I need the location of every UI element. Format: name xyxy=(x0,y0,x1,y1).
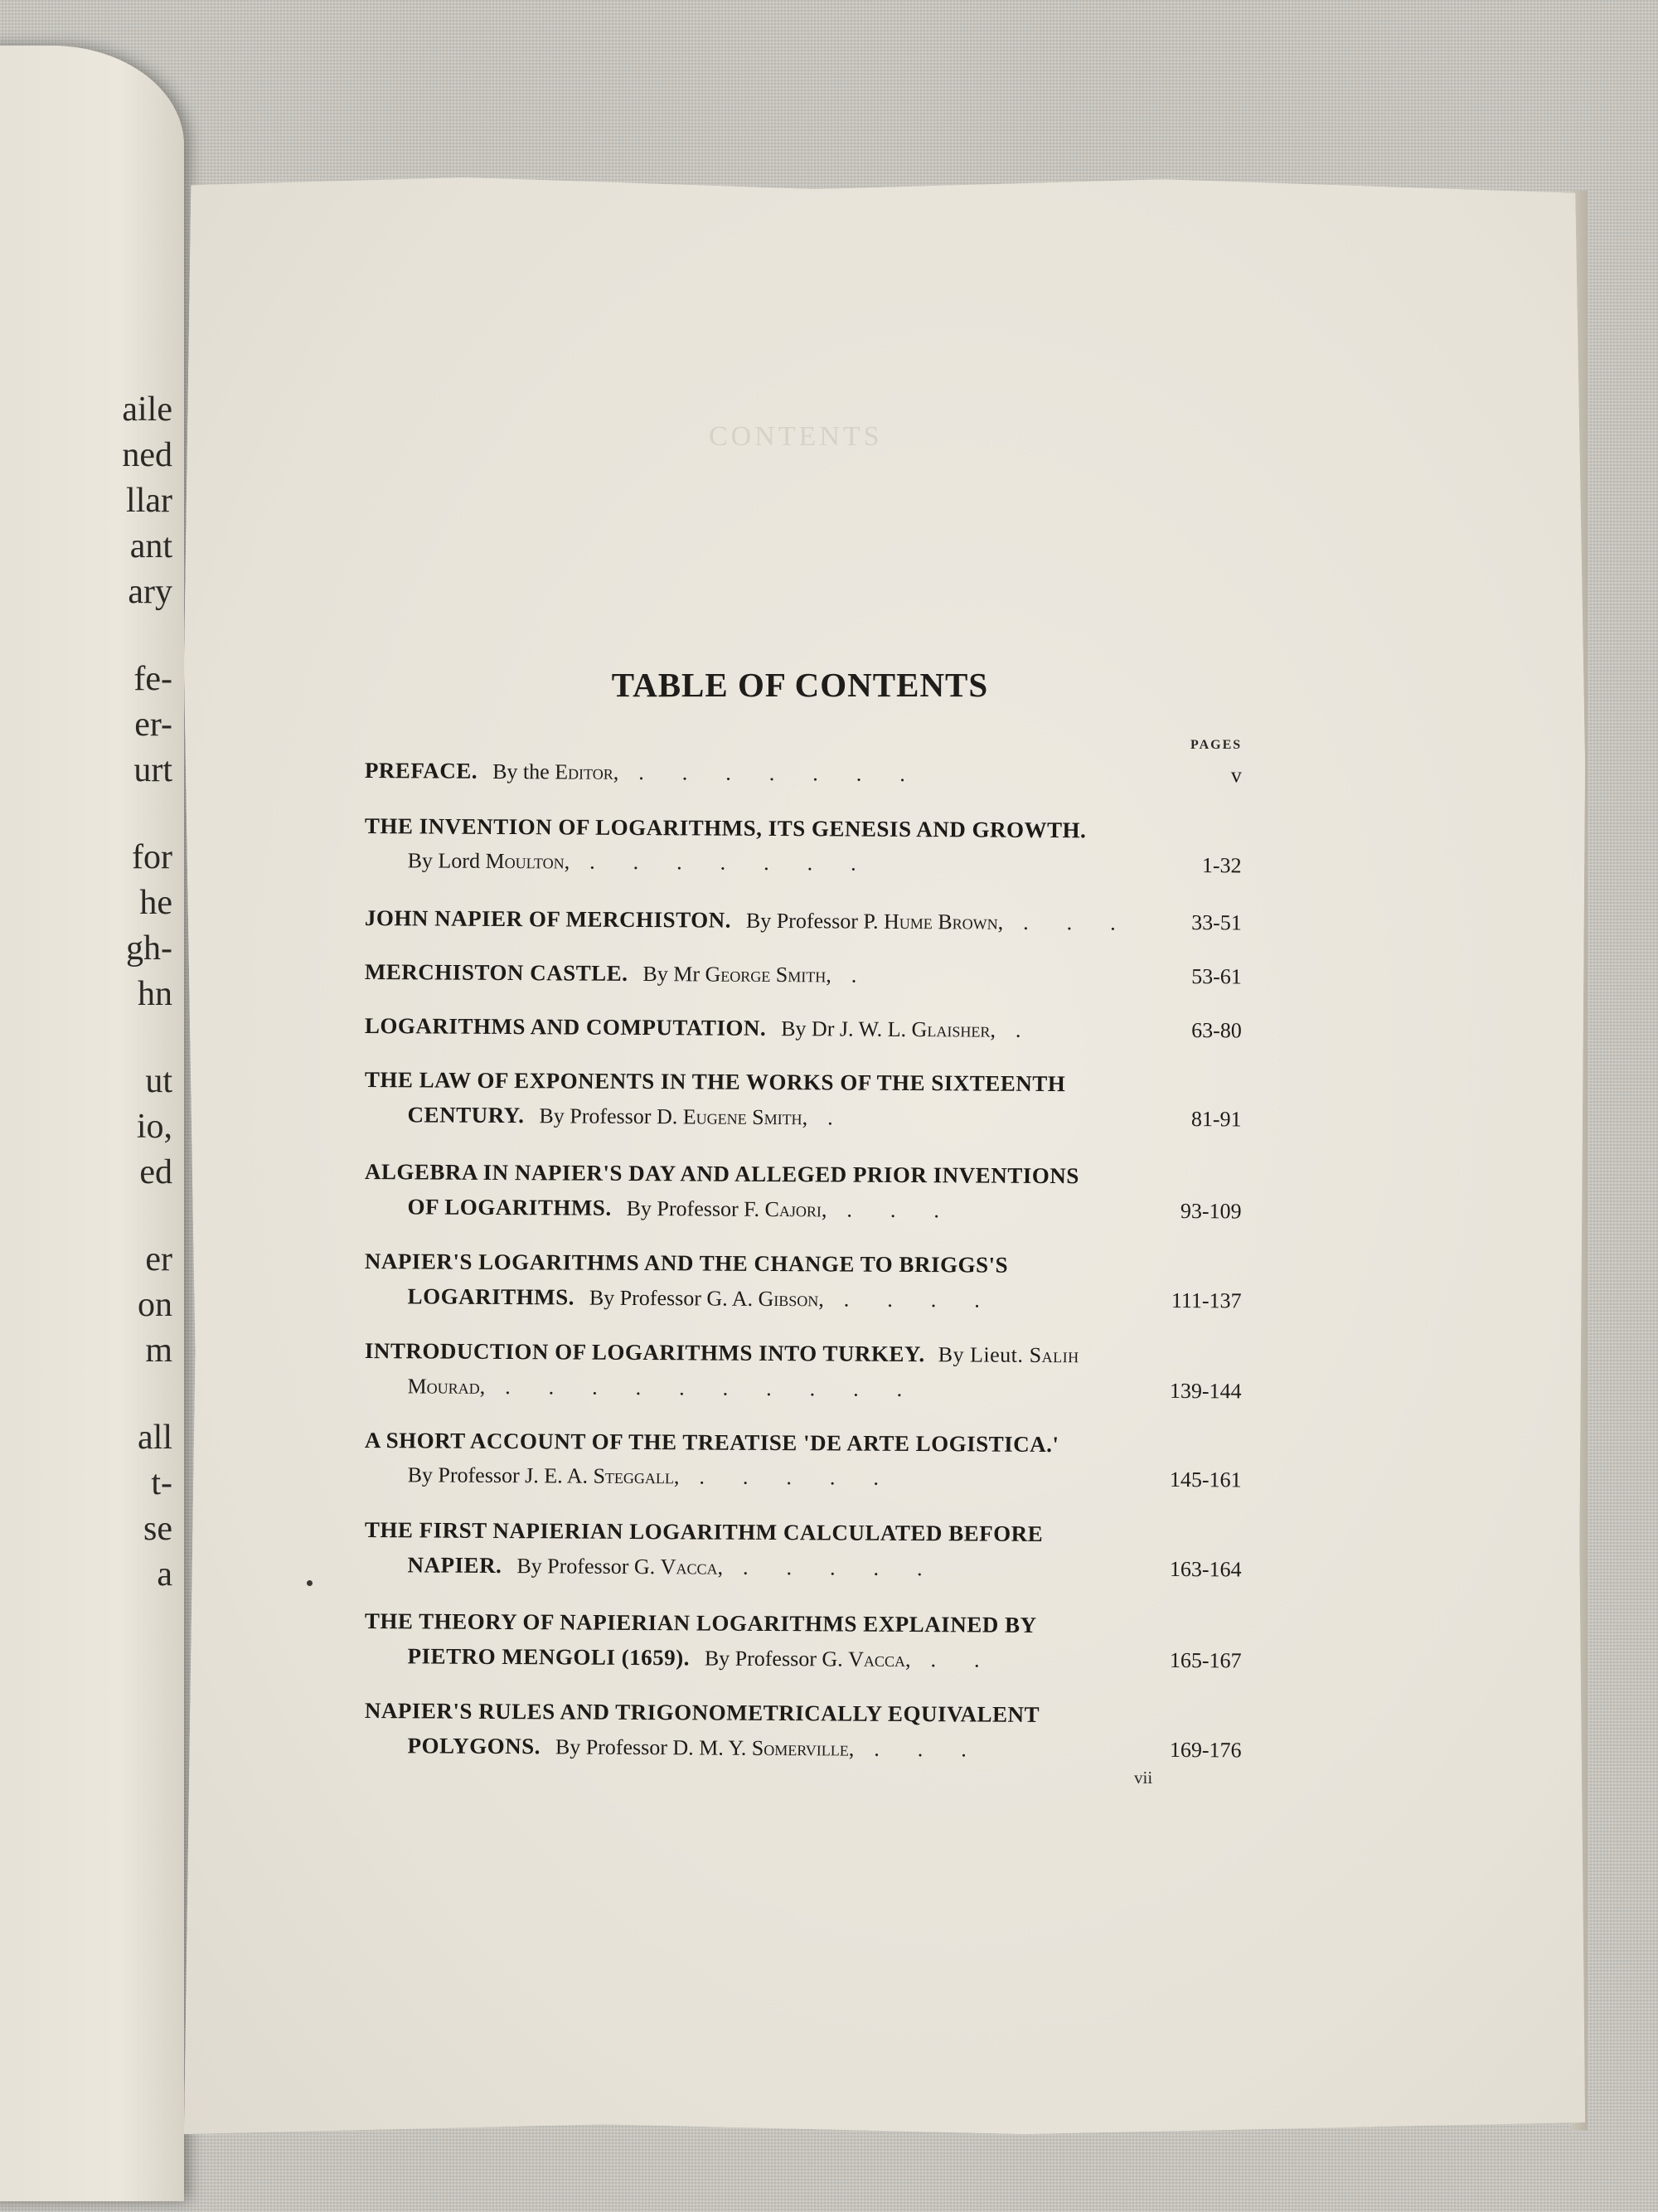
previous-page xyxy=(0,46,184,2201)
toc-entry-title-cont: POLYGONS. xyxy=(407,1733,541,1759)
previous-page-text: er xyxy=(145,1240,172,1278)
toc-entry-author: Gibson xyxy=(758,1286,819,1312)
toc-entry-title-cont: LOGARITHMS. xyxy=(407,1283,574,1310)
toc-entry-pages: 165-167 xyxy=(1169,1647,1242,1673)
previous-page-text: urt xyxy=(133,751,172,789)
toc-entry[interactable]: LOGARITHMS AND COMPUTATION. By Dr J. W. L. Glaisher, . 63-80 xyxy=(365,1008,1242,1049)
toc-entry-byline: By Professor D. xyxy=(539,1104,678,1129)
toc-entry-title-cont: PIETRO MENGOLI (1659). xyxy=(407,1643,690,1671)
previous-page-text: for xyxy=(132,838,172,876)
toc-entry-pages: 53-61 xyxy=(1191,964,1242,989)
toc-entry-title: NAPIER'S RULES AND TRIGONOMETRICALLY EQUIVALENT xyxy=(364,1697,1040,1727)
previous-page-text: ed xyxy=(139,1153,172,1191)
leader-dots: . xyxy=(1015,1017,1059,1043)
leader-dots: . xyxy=(851,963,895,987)
leader-dots: ... xyxy=(1023,910,1154,935)
toc-entry-author: Mourad xyxy=(407,1374,480,1399)
toc-entry-author: Hume Brown xyxy=(883,909,998,934)
previous-page-text: m xyxy=(145,1332,172,1370)
previous-page-text: a xyxy=(157,1555,172,1594)
toc-entry-byline: By Lord xyxy=(407,848,481,873)
toc-entry[interactable]: A SHORT ACCOUNT OF THE TREATISE 'DE ARTE LOGISTICA.' By Professor J. E. A. Steggall, ..... 145-161 xyxy=(364,1423,1241,1497)
toc-entry[interactable]: THE LAW OF EXPONENTS IN THE WORKS OF THE SIXTEENTH CENTURY. By Professor D. Eugene Smith, . 81-91 xyxy=(364,1062,1241,1138)
previous-page-text: all xyxy=(138,1419,172,1457)
toc-entry-byline: By Professor J. E. A. xyxy=(407,1463,589,1488)
toc-entry-author: Somerville xyxy=(751,1735,849,1761)
toc-entry-author: Eugene Smith xyxy=(682,1104,802,1130)
show-through-heading: CONTENTS xyxy=(709,421,883,452)
toc-entry[interactable]: JOHN NAPIER OF MERCHISTON. By Professor P. Hume Brown, ... 33-51 xyxy=(365,900,1242,941)
leader-dots: . xyxy=(827,1105,871,1130)
toc-entry-title-cont: OF LOGARITHMS. xyxy=(407,1194,612,1220)
toc-entry-pages: 33-51 xyxy=(1191,910,1242,935)
toc-entry-pages: 111-137 xyxy=(1171,1288,1242,1313)
toc-entry-pages: 163-164 xyxy=(1169,1556,1242,1582)
toc-entry[interactable]: THE THEORY OF NAPIERIAN LOGARITHMS EXPLAINED BY PIETRO MENGOLI (1659). By Professor G. Vacca, .. 165-167 xyxy=(364,1603,1241,1679)
previous-page-text: gh- xyxy=(126,929,172,968)
toc-entry-author: George Smith xyxy=(705,962,827,987)
toc-entry-title: THE LAW OF EXPONENTS IN THE WORKS OF THE SIXTEENTH xyxy=(364,1066,1066,1097)
toc-entry-author: Moulton xyxy=(485,848,565,874)
toc-entry-byline: By Lieut. xyxy=(938,1342,1024,1367)
toc-entry-byline: By Professor D. M. Y. xyxy=(555,1734,747,1760)
toc-entry-byline: By Dr J. W. L. xyxy=(781,1016,907,1041)
pages-column-label: PAGES xyxy=(1190,738,1243,752)
page-title: TABLE OF CONTENTS xyxy=(611,666,989,704)
toc-entry-author: Glaisher xyxy=(911,1017,991,1042)
toc-entry-author: Editor xyxy=(555,759,613,784)
toc-entry-byline: By Professor F. xyxy=(626,1196,760,1221)
leader-dots: .......... xyxy=(505,1375,941,1402)
toc-entry-title: MERCHISTON CASTLE. xyxy=(364,958,628,986)
toc-entry-author: Steggall xyxy=(593,1463,675,1489)
leader-dots: ....... xyxy=(589,849,894,876)
previous-page-text: er- xyxy=(134,706,172,744)
toc-entry-title: A SHORT ACCOUNT OF THE TREATISE 'DE ARTE LOGISTICA.' xyxy=(364,1427,1059,1458)
toc-entry-author: Cajori xyxy=(764,1196,822,1222)
toc-entry-pages: v xyxy=(1230,763,1242,788)
toc-entry-title: THE FIRST NAPIERIAN LOGARITHM CALCULATED BEFORE xyxy=(364,1516,1044,1546)
leader-dots: .... xyxy=(843,1287,1018,1312)
leader-dots: ... xyxy=(874,1736,1005,1762)
toc-entry-title: ALGEBRA IN NAPIER'S DAY AND ALLEGED PRIOR INVENTIONS xyxy=(364,1158,1079,1189)
leader-dots: ... xyxy=(846,1197,978,1223)
toc-entry[interactable]: INTRODUCTION OF LOGARITHMS INTO TURKEY. By Lieut. Salih Mourad, .......... 139-144 xyxy=(364,1333,1241,1409)
toc-entry-title: THE INVENTION OF LOGARITHMS, ITS GENESIS AND GROWTH. xyxy=(364,813,1087,843)
toc-entry-title: NAPIER'S LOGARITHMS AND THE CHANGE TO BRIGGS'S xyxy=(364,1248,1009,1278)
toc-entry[interactable]: THE FIRST NAPIERIAN LOGARITHM CALCULATED BEFORE NAPIER. By Professor G. Vacca, ..... 163-164 xyxy=(364,1512,1241,1588)
previous-page-text: se xyxy=(143,1510,172,1548)
previous-page-text: t- xyxy=(151,1464,172,1502)
toc-entry-title: THE THEORY OF NAPIERIAN LOGARITHMS EXPLAINED BY xyxy=(364,1608,1037,1637)
previous-page-text: on xyxy=(138,1286,172,1324)
leader-dots: ....... xyxy=(638,760,943,787)
toc-entry-pages: 1-32 xyxy=(1201,853,1242,878)
toc-entry-title-cont: NAPIER. xyxy=(407,1552,502,1579)
previous-page-text: he xyxy=(139,884,172,922)
previous-page-text: hn xyxy=(138,975,172,1013)
previous-page-text: aile xyxy=(122,390,172,429)
page-number: vii xyxy=(1134,1768,1153,1788)
previous-page-text: fe- xyxy=(133,660,172,698)
toc-entry[interactable]: THE INVENTION OF LOGARITHMS, ITS GENESIS AND GROWTH. By Lord Moulton, ....... 1-32 xyxy=(364,808,1241,883)
toc-entry-title: LOGARITHMS AND COMPUTATION. xyxy=(364,1012,767,1041)
toc-entry-byline: By Professor G. A. xyxy=(589,1285,754,1311)
toc-entry[interactable]: PREFACE. By the Editor, ....... v xyxy=(365,753,1242,793)
toc-entry-byline: By Professor G. xyxy=(704,1646,843,1671)
toc-entry-pages: 63-80 xyxy=(1191,1018,1242,1043)
previous-page-text: ut xyxy=(145,1062,172,1100)
toc-entry[interactable]: ALGEBRA IN NAPIER'S DAY AND ALLEGED PRIOR INVENTIONS OF LOGARITHMS. By Professor F. Cajori, ... 93-109 xyxy=(364,1154,1241,1230)
previous-page-text: ant xyxy=(129,527,172,565)
toc-entry-title: JOHN NAPIER OF MERCHISTON. xyxy=(364,905,732,933)
toc-entry[interactable]: MERCHISTON CASTLE. By Mr George Smith, . 53-61 xyxy=(365,954,1242,995)
previous-page-text: io, xyxy=(136,1108,172,1146)
toc-entry-byline: By the xyxy=(492,759,550,784)
previous-page-text: ned xyxy=(122,436,172,474)
toc-entry-pages: 93-109 xyxy=(1180,1199,1242,1224)
toc-entry-pages: 139-144 xyxy=(1169,1378,1242,1404)
toc-entry-author: Salih xyxy=(1029,1342,1079,1368)
toc-entry-pages: 145-161 xyxy=(1169,1467,1242,1492)
previous-page-text: ary xyxy=(128,573,172,611)
toc-entry-pages: 81-91 xyxy=(1190,1107,1242,1132)
margin-mark xyxy=(307,1580,313,1586)
toc-entry-title-cont: CENTURY. xyxy=(407,1102,525,1128)
toc-entry-byline: By Professor G. xyxy=(516,1554,656,1579)
toc-entry-byline: By Mr xyxy=(642,962,701,987)
toc-entry-title: PREFACE. xyxy=(364,757,478,783)
previous-page-text: llar xyxy=(126,482,172,520)
leader-dots: ..... xyxy=(742,1555,961,1581)
toc-entry-byline: By Professor P. xyxy=(745,908,879,934)
toc-entry-title: INTRODUCTION OF LOGARITHMS INTO TURKEY. xyxy=(364,1337,925,1367)
toc-entry-author: Vacca xyxy=(660,1555,718,1579)
toc-entry[interactable]: NAPIER'S LOGARITHMS AND THE CHANGE TO BRIGGS'S LOGARITHMS. By Professor G. A. Gibson, .... 111-137 xyxy=(364,1244,1241,1319)
leader-dots: ..... xyxy=(699,1464,918,1491)
toc-entry[interactable]: NAPIER'S RULES AND TRIGONOMETRICALLY EQUIVALENT POLYGONS. By Professor D. M. Y. Somerville, ... 169-176 xyxy=(364,1693,1241,1768)
toc-entry-author: Vacca xyxy=(848,1647,906,1671)
leader-dots: .. xyxy=(930,1647,1018,1672)
toc-entry-pages: 169-176 xyxy=(1169,1737,1242,1763)
